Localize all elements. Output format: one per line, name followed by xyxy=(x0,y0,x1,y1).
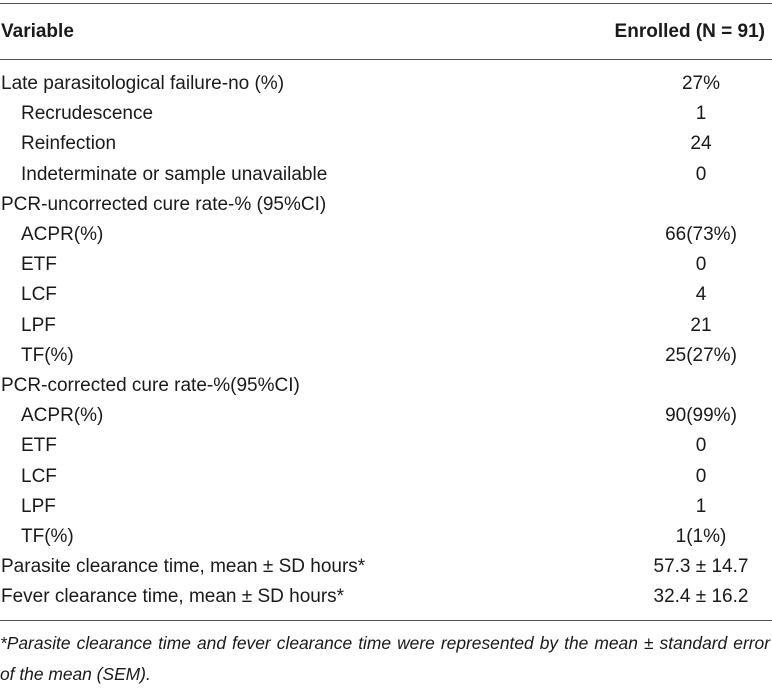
row-value: 0 xyxy=(695,435,707,457)
row-value: 24 xyxy=(690,133,712,155)
results-table xyxy=(0,3,772,690)
row-label: ETF xyxy=(21,435,57,457)
row-value: 57.3 ± 14.7 xyxy=(653,556,749,578)
header-variable: Variable xyxy=(1,20,74,42)
table-row xyxy=(0,341,772,371)
row-label: Fever clearance time, mean ± SD hours* xyxy=(1,586,345,608)
table-header xyxy=(0,4,772,59)
row-value: 90(99%) xyxy=(665,405,737,427)
row-label: Recrudescence xyxy=(21,103,154,125)
row-value: 21 xyxy=(690,314,712,336)
table-row xyxy=(0,401,772,431)
row-value: 66(73%) xyxy=(665,224,737,246)
table-row xyxy=(0,190,772,220)
row-label: Reinfection xyxy=(21,133,117,155)
table-row xyxy=(0,552,772,582)
row-value: 0 xyxy=(695,163,707,185)
row-label: PCR-uncorrected cure rate-% (95%CI) xyxy=(1,193,327,215)
row-label: LPF xyxy=(21,495,56,517)
row-value: 1 xyxy=(695,495,707,517)
row-label: PCR-corrected cure rate-%(95%CI) xyxy=(1,374,300,396)
table-body xyxy=(0,60,772,612)
row-label: Parasite clearance time, mean ± SD hours* xyxy=(1,556,366,578)
table-row xyxy=(0,250,772,280)
table-row xyxy=(0,99,772,129)
table-row xyxy=(0,431,772,461)
row-value: 25(27%) xyxy=(665,344,737,366)
table-row xyxy=(0,129,772,159)
table-row xyxy=(0,582,772,612)
row-value: 32.4 ± 16.2 xyxy=(653,586,749,608)
row-label: ACPR(%) xyxy=(21,224,104,246)
row-value: 0 xyxy=(695,254,707,276)
row-label: ACPR(%) xyxy=(21,405,104,427)
row-label: Indeterminate or sample unavailable xyxy=(21,163,328,185)
table-row xyxy=(0,311,772,341)
table-row xyxy=(0,220,772,250)
table-row xyxy=(0,492,772,522)
row-label: Late parasitological failure-no (%) xyxy=(1,73,285,95)
table-footnote: *Parasite clearance time and fever clearance time were represented by the mean ± standard error of the mean (SEM). xyxy=(0,633,770,685)
table-row xyxy=(0,160,772,190)
row-label: ETF xyxy=(21,254,57,276)
row-value: 27% xyxy=(681,73,721,95)
row-value: 4 xyxy=(695,284,707,306)
row-label: LCF xyxy=(21,465,57,487)
row-label: LCF xyxy=(21,284,57,306)
row-label: LPF xyxy=(21,314,56,336)
table-row xyxy=(0,69,772,99)
table-row xyxy=(0,522,772,552)
table-row xyxy=(0,371,772,401)
row-label: TF(%) xyxy=(21,344,74,366)
table-row xyxy=(0,280,772,310)
row-label: TF(%) xyxy=(21,525,74,547)
header-enrolled: Enrolled (N = 91) xyxy=(614,20,765,42)
row-value: 1(1%) xyxy=(675,525,727,547)
row-value: 0 xyxy=(695,465,707,487)
table-row xyxy=(0,461,772,491)
row-value: 1 xyxy=(695,103,707,125)
